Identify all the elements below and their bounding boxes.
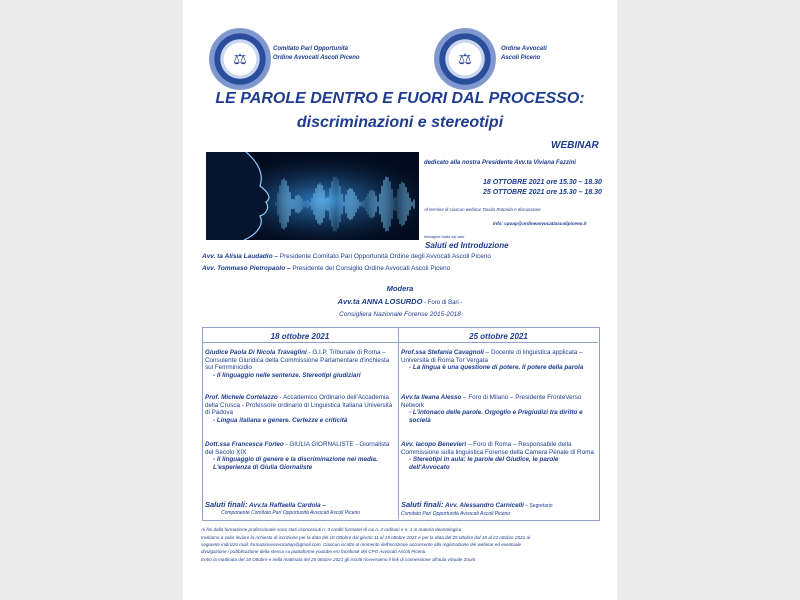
scales-of-justice-icon: ⚖ xyxy=(233,51,247,68)
program-header-rule xyxy=(202,342,598,343)
webinar-note: Al termine di ciascun webinar Tavola Rotonda e discussione xyxy=(424,207,541,212)
webinar-dedication: dedicato alla nostra Presidente Avv.ta Viviana Fazzini xyxy=(424,160,576,166)
closing-name: Avv. Alessandro Carnicelli xyxy=(443,502,524,509)
footer-line-5: Entro la mattinata del 18 Ottobre e nella mattinata del 25 ottobre 2021 gli iscritti riceveranno il link di connessione all'aula virtuale Zoom. xyxy=(201,557,477,562)
day1-entry xyxy=(205,394,395,424)
closing-role: Componente Comitato Pari Opportunità Avvocati Ascoli Piceno xyxy=(221,509,361,516)
speaker-name: Prof. Michele Cortelazzo xyxy=(205,394,278,401)
right-org-line1: Ordine Avvocati xyxy=(501,46,547,52)
speaker-desc: - Accademico Ordinario dell'Accademia della Crusca - Professore ordinario di Linguistica Italiana Università di Padova xyxy=(205,394,393,417)
voice-soundwave-image xyxy=(206,152,419,240)
speaker-desc: – Docente di linguistica applicata – Università di Roma Tor Vergata xyxy=(401,349,583,364)
left-org-line1: Comitato Pari Opportunità xyxy=(273,46,348,52)
talk-title: - Lingua italiana e genere. Certezze e criticità xyxy=(213,416,348,424)
right-org-line2: Ascoli Piceno xyxy=(501,55,541,61)
speaker-desc: - G.I.P. Tribunale di Roma – Consulente Giuridica della Commissione Parlamentare d'inchiesta sul Femminicidio xyxy=(205,349,390,372)
closing-label: Saluti finali: xyxy=(205,500,248,509)
moderator-heading: Modera xyxy=(386,284,414,293)
speaker-name: Dott.ssa Francesca Forleo xyxy=(205,441,284,448)
footer-line-2: Invitiamo a voler inviare la richiesta di iscrizione per la data del 18 Ottobre dal giorno 11 al 15 ottobre 2021 e per la data del 25 ottobre dal 18 al 22 ottobre 2021 al xyxy=(201,535,531,540)
saluti-line1 xyxy=(202,253,491,260)
closing-role: Comitato Pari Opportunità Avvocati Ascoli Piceno xyxy=(401,510,511,517)
footer-line-3: seguente indirizzo mail: formazioneavvocatiap@gmail.com. Ciascun iscritto al momento dell'iscrizione acconsente alla registrazione del webinar ed eventuale xyxy=(201,542,522,547)
day2-date: 25 ottobre 2021 xyxy=(469,332,528,341)
talk-title: - La lingua è una questione di potere. Il potere della parola xyxy=(409,364,584,372)
speaker-desc: – Foro di Milano – Presidente FronteVerso Network xyxy=(401,394,582,409)
moderator-role: Consigliera Nazionale Forense 2015-2018 xyxy=(339,311,461,318)
day1-entry xyxy=(205,349,395,379)
day2-entry xyxy=(401,441,595,471)
closing-name-suffix: – Segretario xyxy=(523,503,553,509)
day1-closing xyxy=(205,501,395,517)
talk-title: - L'intonaco delle parole. Orgoglio e Pregiudizi tra diritto e società xyxy=(409,409,583,424)
talk-title: - Stereotipi in aula: le parole del Giudice, le parole dell'Avvocato xyxy=(409,456,559,471)
title-line1: LE PAROLE DENTRO E FUORI DAL PROCESSO: xyxy=(215,90,585,107)
moderator-line xyxy=(200,297,600,306)
moderator-affiliation: - Foro di Bari - xyxy=(422,300,463,306)
talk-title: - Il linguaggio di genere e la discriminazione nei media. L'esperienza di Giulia Giornaliste xyxy=(213,456,378,471)
speaker-name: Giudice Paola Di Nicola Travaglini xyxy=(205,349,307,356)
moderator-name: Avv.ta ANNA LOSURDO xyxy=(337,297,423,306)
saluti-line2 xyxy=(202,265,450,272)
talk-title: - Il linguaggio nelle sentenze. Stereotipi giudiziari xyxy=(213,371,361,379)
saluti-line1-name: Avv. ta Alisia Laudadio – xyxy=(202,253,278,260)
speaker-name: Prof.ssa Stefania Cavagnoli xyxy=(401,349,484,356)
day1-entry xyxy=(205,441,395,471)
closing-label: Saluti finali: xyxy=(401,500,444,509)
speaker-desc: - GIULIA GIORNALISTE - Giornalista del Secolo XIX xyxy=(205,441,390,456)
footer-line-4: divulgazione / pubblicazione della stessa su piattaforme youtube e/o facebook del CPO Avvocati Ascoli Piceno. xyxy=(201,549,427,554)
closing-name: Avv.ta Raffaella Cardola – xyxy=(247,502,326,509)
saluti-line1-role: Presidente Comitato Pari Opportunità Ordine degli Avvocati Ascoli Piceno xyxy=(277,253,492,260)
speaker-name: Avv. Iacopo Benevieri xyxy=(401,441,467,448)
left-org-line2: Ordine Avvocati Ascoli Piceno xyxy=(273,55,360,61)
comitato-logo xyxy=(209,28,271,90)
title-line2: discriminazioni e stereotipi xyxy=(296,114,504,131)
image-credit: immagine tratta dal web xyxy=(424,235,465,239)
webinar-label: WEBINAR xyxy=(551,140,599,151)
scales-of-justice-icon: ⚖ xyxy=(458,51,472,68)
day1-date: 18 ottobre 2021 xyxy=(270,332,330,341)
ordine-logo xyxy=(434,28,496,90)
webinar-date-2: 25 OTTOBRE 2021 ore 15.30 – 18.30 xyxy=(483,189,602,196)
program-table-divider xyxy=(398,327,399,519)
saluti-line2-role: Presidente del Consiglio Ordine Avvocati Ascoli Piceno xyxy=(290,265,451,272)
webinar-date-1: 18 OTTOBRE 2021 ore 15.30 – 18.30 xyxy=(483,179,602,186)
speaker-name: Avv.ta Ileana Alesso xyxy=(401,394,462,401)
day2-entry xyxy=(401,394,595,424)
footer-line-1: Ai fini della formazione professionale sono stati riconosciuti n. 3 crediti formativi di cui n. 2 ordinari e n. 1 in materia deontologica xyxy=(201,527,462,532)
day2-closing xyxy=(401,501,595,518)
speaker-desc: – Foro di Roma – Responsabile della Commissione sulla linguistica Forense della Camera Penale di Roma xyxy=(401,441,594,456)
day2-entry xyxy=(401,349,595,372)
saluti-line2-name: Avv. Tommaso Pietropaolo – xyxy=(202,265,291,272)
saluti-heading: Saluti ed Introduzione xyxy=(425,241,509,250)
webinar-email: Info: cpoap@ordineavvocatiascolipiceno.it xyxy=(493,221,587,226)
